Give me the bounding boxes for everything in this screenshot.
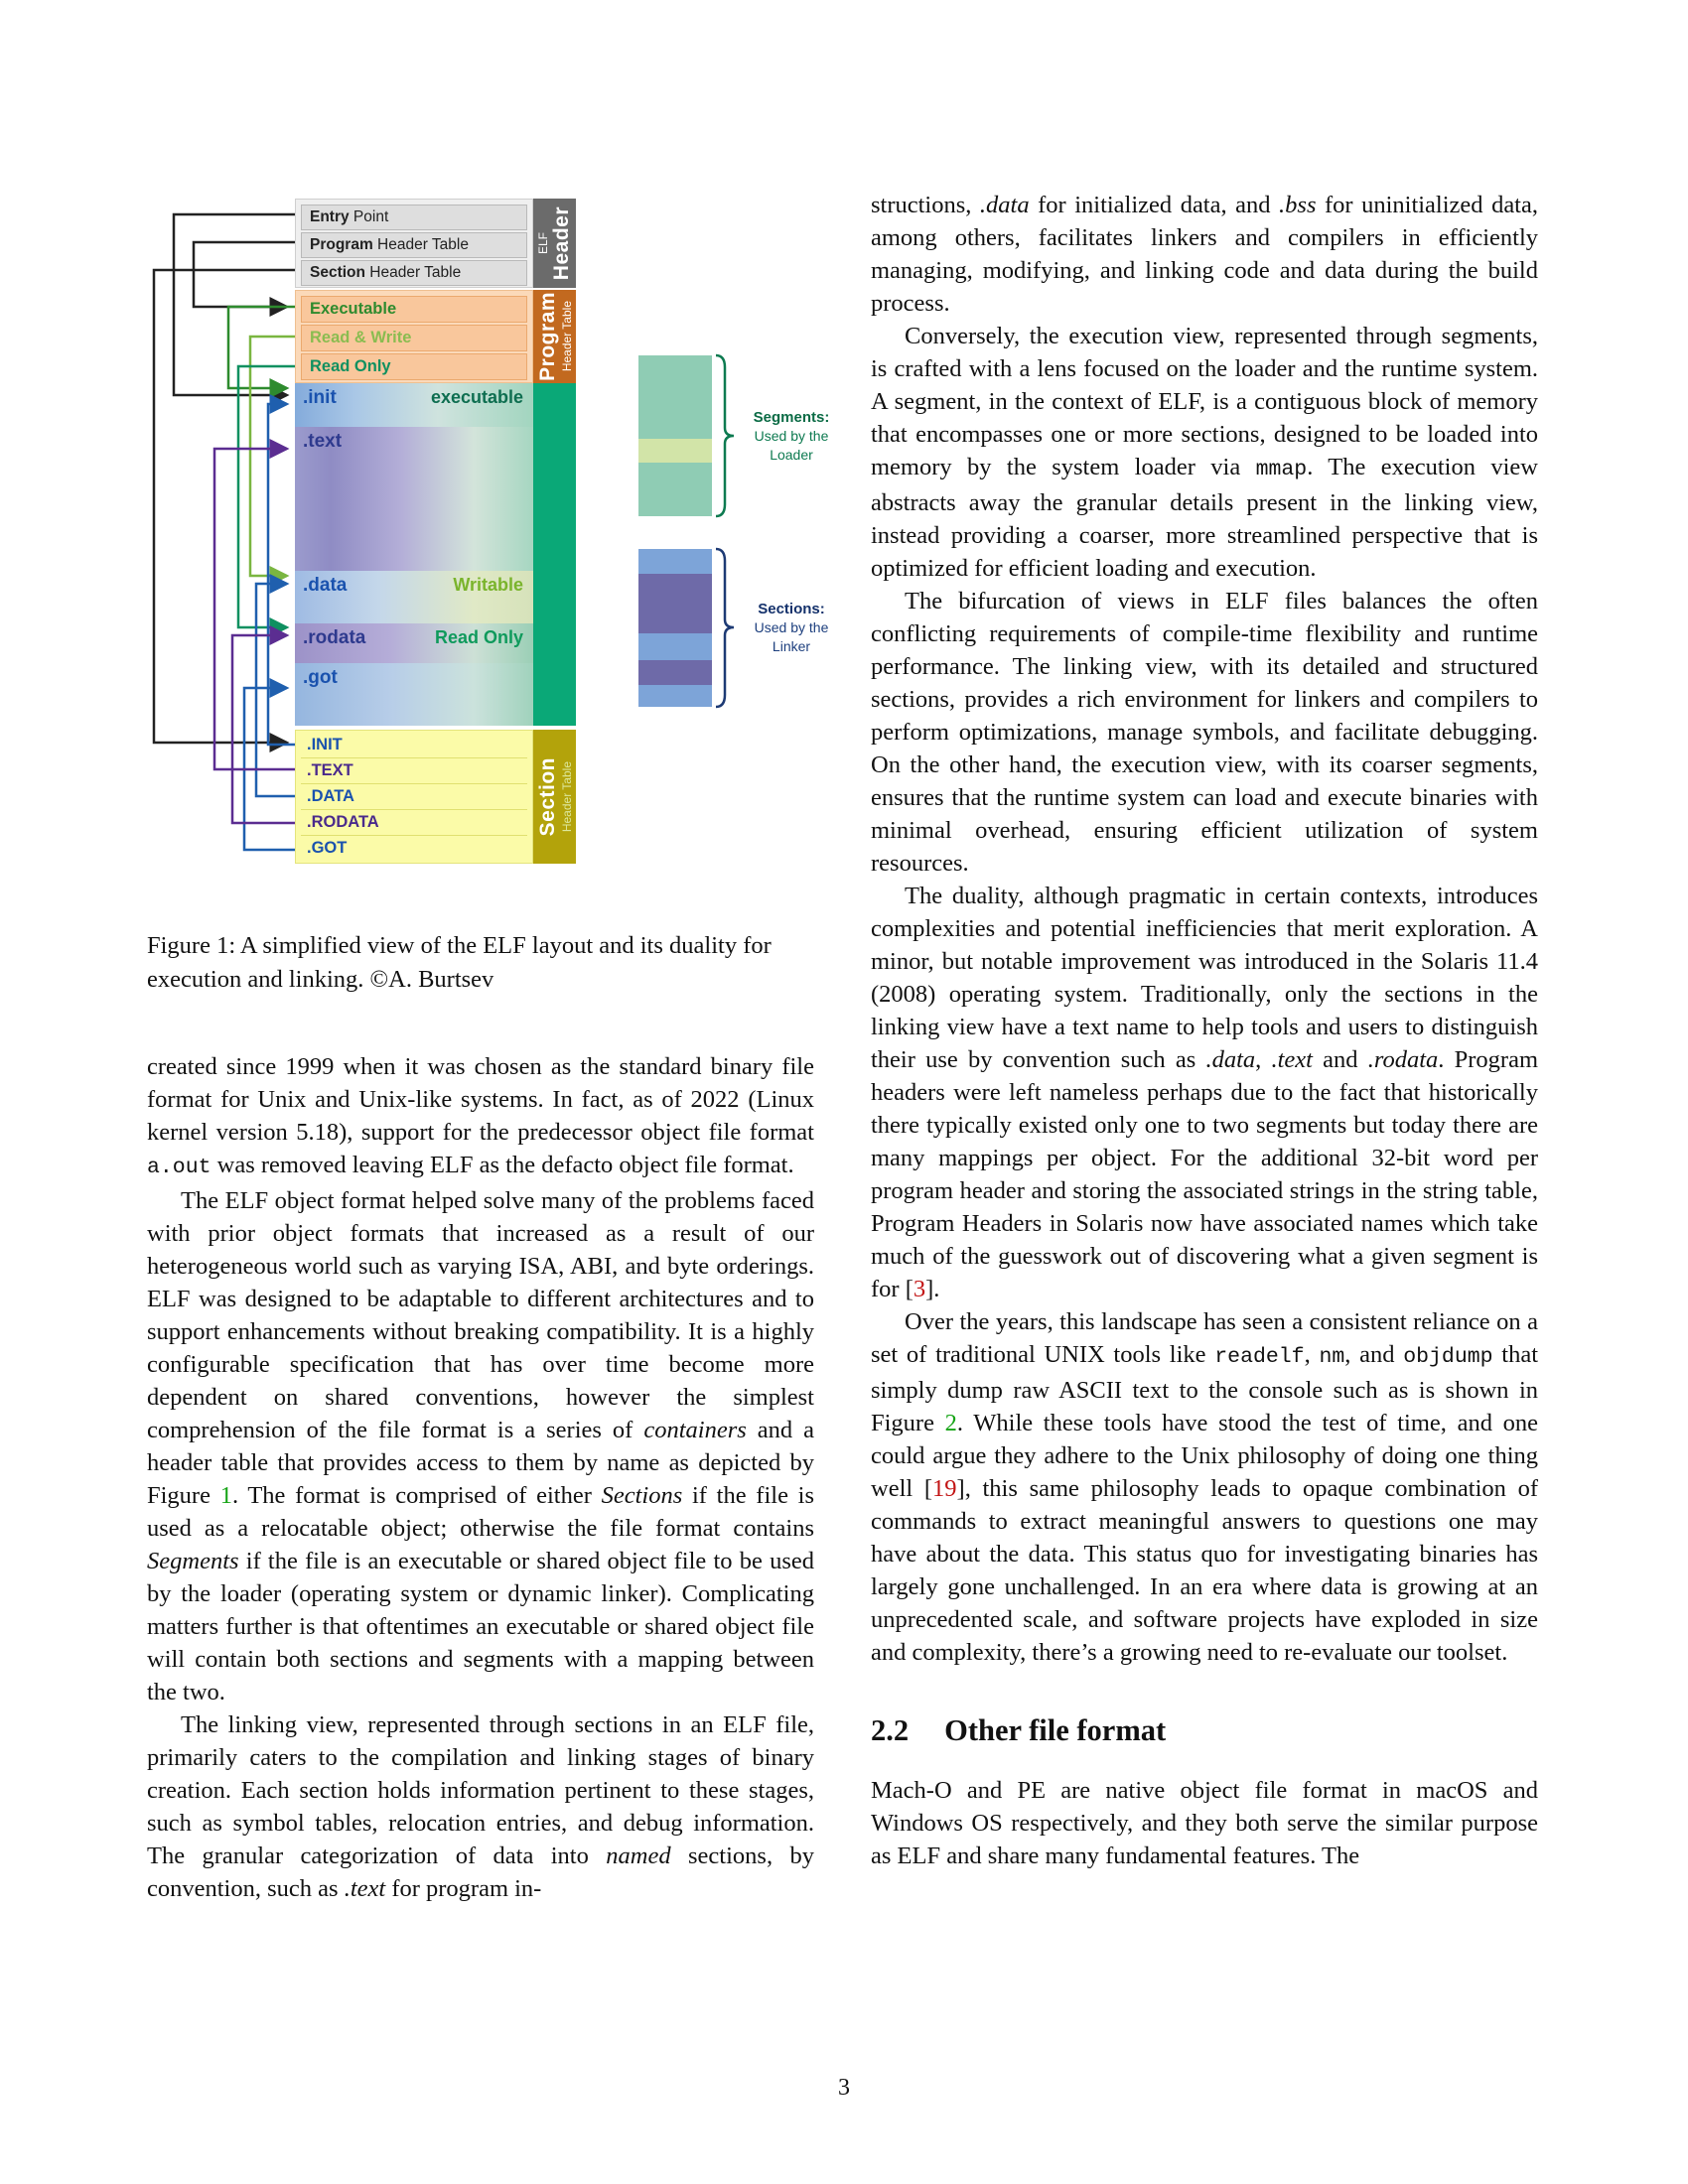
paragraph [871,1774,1538,1872]
elf-header-row-program-header-table [301,232,527,258]
text: if the file is an executable or shared object file to be used by the loader (operating system or dynamic linker). Complicating matters further is that oftentimes an executable or shared object file will contain both sections and segments with a mapping between the two. [147,1548,814,1706]
code-text: readelf [1214,1345,1305,1369]
section-title: Other file format [944,1713,1167,1747]
section-name-text: .text [303,431,343,452]
row-label: Point [349,208,389,225]
italic-text: .bss [1279,192,1317,218]
elf-header-row-section-header-table [301,260,527,286]
section-name-got: .got [303,667,338,688]
section-heading [871,1714,1538,1747]
attr-executable: executable [430,387,523,407]
row-label: Header Table [372,236,469,253]
code-text: objdump [1403,1345,1493,1369]
figure-elf-layout [139,194,854,879]
segment-band [638,439,712,463]
band-rodata [295,623,533,663]
sidebar-label-small: Header Table [559,760,574,833]
text: , and [1344,1341,1404,1368]
segments-brace-label [737,408,846,465]
elf-header-row-entry-point [301,205,527,230]
sections-title: Sections: [758,601,825,617]
row-label: Header Table [364,264,462,281]
code-text: a.out [147,1156,211,1179]
section-band [638,660,712,685]
section-name-init: .init [303,387,337,408]
text: . Program headers were left nameless perhaps due to the fact that historically there typically existed only one to two segments but today there are many mappings per object. For the additional 32-bit word per program header and storing the associated strings in the string table, Program Headers in Solaris now have associated names which take much of the guesswork out of discovering what a given segment is for [ [871,1046,1538,1302]
italic-text: Sections [601,1482,683,1509]
sections-brace-label [737,600,846,656]
section-row-rodata: .RODATA [301,810,527,836]
text: and [1312,1046,1368,1073]
segments-line1: Used by the [754,428,829,444]
text: that simply dump raw ASCII text to the console such as is shown in Figure [871,1341,1539,1436]
section-row-init: .INIT [301,733,527,758]
segments-sidebar [533,383,576,726]
text: sections, by convention, such as [147,1843,814,1902]
italic-text: named [606,1843,671,1869]
text: The ELF object format helped solve many of the problems faced with prior object formats that increased as a result of our heterogeneous world such as varying ISA, ABI, and byte orderings. ELF was designed to be adaptable to different architectures and to support enhancements without breaking compatibility. It is a highly configurable specification that has over time become more dependent on shared conventions, however the simplest comprehension of the file format is a series of [147,1187,814,1443]
program-header-table-block [295,290,533,383]
text: , [1304,1341,1320,1368]
segments-brace [716,355,734,516]
italic-text: Segments [147,1548,239,1574]
code-text: mmap [1255,458,1308,481]
program-row-executable: Executable [301,296,527,323]
band-init [295,383,533,427]
text: , [1255,1046,1272,1073]
paragraph [147,1050,814,1184]
section-row-data: .DATA [301,784,527,810]
segments-line2: Loader [770,447,813,463]
section-name-data: .data [303,575,348,596]
text: . The format is comprised of either [231,1482,602,1509]
elf-header-block [295,199,533,288]
section-row-got: .GOT [307,839,348,857]
text: was removed leaving ELF as the defacto object file format. [211,1152,794,1178]
figure-ref-link[interactable]: 2 [944,1410,957,1436]
sections-ministack [638,549,712,707]
sidebar-label-big: Section [535,756,559,837]
paragraph [871,189,1538,320]
section-band [638,574,712,633]
text: Mach-O and PE are native object file format in macOS and Windows OS respectively, and they both serve the similar purpose as ELF and share many fundamental features. The [871,1777,1538,1869]
text: structions, [871,192,980,218]
band-got [295,663,533,726]
text: if the file is used as a relocatable object; otherwise the file format contains [147,1482,815,1542]
sidebar-label-small: ELF [535,231,550,254]
section-number: 2.2 [871,1713,910,1747]
program-row-read-only: Read Only [301,353,527,380]
text: The linking view, represented through sections in an ELF file, primarily caters to the compilation and linking stages of binary creation. Each section holds information pertinent to these stages, such as symbol tables, relocation entries, and debug information. The granular categorization of data into [147,1711,814,1869]
section-header-table-sidebar [533,730,576,864]
citation-ref-link[interactable]: 19 [932,1475,957,1502]
text: for initialized data, and [1029,192,1280,218]
row-label-bold: Program [310,236,373,253]
text: for uninitialized data, among others, facilitates linkers and compilers in efficiently managing, modifying, and linking code and data during the build process. [871,192,1538,317]
text: Over the years, this landscape has seen a consistent reliance on a set of traditional UNIX tools like [871,1308,1538,1368]
section-name-rodata: .rodata [303,627,366,648]
italic-text: .text [1271,1046,1313,1073]
text: . The execution view abstracts away the granular details present in the linking view, instead providing a coarser, more streamlined perspective that is optimized for efficient loading and execution. [871,454,1538,582]
sidebar-label-big: Header [549,205,573,281]
elf-header-sidebar [533,199,576,288]
text: The bifurcation of views in ELF files balances the often conflicting requirements of compile-time flexibility and runtime performance. The linking view, with its detailed and structured sections, provides a rich environment for linkers and compilers to perform optimizations, manage symbols, and facilitate debugging. On the other hand, the execution view, with its coarser segments, ensures that the runtime system can load and execute binaries with minimal overhead, ensuring efficient utilization of system resources. [871,588,1538,877]
program-header-table-sidebar [533,290,576,383]
section-row-text: .TEXT [301,758,527,784]
segment-band [638,463,712,516]
attr-read-only: Read Only [434,627,523,647]
paragraph [871,585,1538,880]
paragraph [871,1305,1538,1669]
sidebar-label-small: Header Table [559,301,574,372]
code-text: nm [1319,1345,1345,1369]
band-text [295,427,533,571]
left-column [147,1050,814,1905]
segments-title: Segments: [753,409,830,426]
sections-line2: Linker [772,638,811,654]
italic-text: .rodata [1367,1046,1439,1073]
text: and a header table that provides access to them by name as depicted by Figure [147,1417,815,1509]
italic-text: .data [1205,1046,1256,1073]
text: The duality, although pragmatic in certain contexts, introduces complexities and potential inefficiencies that merit exploration. A minor, but notable improvement was introduced in the Solaris 11.4 (2008) operating system. Traditionally, only the sections in the linking view have a text name to help tools and users to distinguish their use by convention such as [871,883,1538,1073]
row-label-bold: Section [310,264,365,281]
band-data [295,571,533,623]
section-band [638,549,712,574]
sections-brace [716,549,734,707]
page-number: 3 [838,2075,850,2101]
paragraph [871,320,1538,585]
program-row-read-write: Read & Write [301,325,527,351]
paragraph [147,1708,814,1905]
right-column [871,189,1538,1872]
figure-caption: Figure 1: A simplified view of the ELF layout and its duality for execution and linking. ©A. Burtsev [147,932,772,993]
section-band [638,685,712,707]
figure-ref-link[interactable]: 1 [219,1482,232,1509]
memory-layout-block [295,383,533,726]
sidebar-label-big: Program [535,292,559,381]
text: ], this same philosophy leads to opaque combination of commands to extract meaningful answers to questions one may have about the data. This status quo for investigating binaries has largely gone unchallenged. In an era where data is growing at an unprecedented scale, and software projects have exploded in size and complexity, there’s a growing need to re-evaluate our toolset. [871,1475,1538,1666]
italic-text: containers [643,1417,747,1443]
attr-writable: Writable [453,575,523,595]
text: ]. [925,1276,940,1302]
segments-ministack [638,355,712,516]
text: Conversely, the execution view, represented through segments, is crafted with a lens focused on the loader and the runtime system. A segment, in the context of ELF, is a contiguous block of memory that encompasses one or more sections, designed to be loaded into memory by the system loader via [871,323,1538,480]
row-label-bold: Entry [310,208,350,225]
section-band [638,633,712,660]
italic-text: .data [979,192,1030,218]
segment-band [638,355,712,439]
text: created since 1999 when it was chosen as the standard binary file format for Unix and Unix-like systems. In fact, as of 2022 (Linux kernel version 5.18), support for the predecessor object file format [147,1053,814,1146]
paragraph [147,1184,814,1708]
section-header-table-block [295,730,533,864]
italic-text: .text [344,1875,386,1902]
paragraph [871,880,1538,1305]
text: for program in- [385,1875,542,1902]
citation-ref-link[interactable]: 3 [913,1276,926,1302]
text: . While these tools have stood the test of time, and one could argue they adhere to the Unix philosophy of doing one thing well [ [871,1410,1539,1502]
sections-line1: Used by the [754,619,829,635]
